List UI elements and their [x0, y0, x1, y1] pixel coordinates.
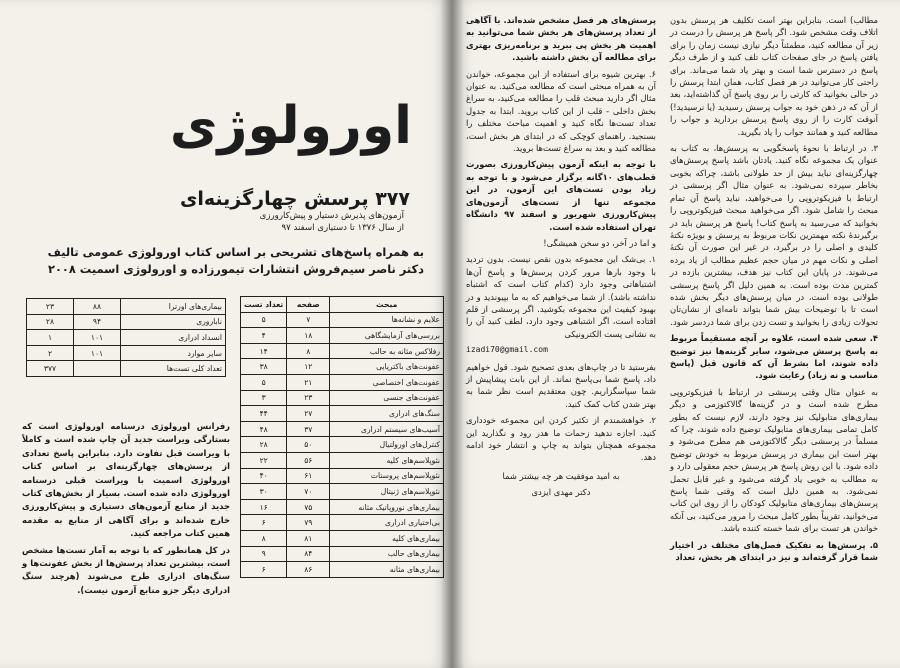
table-row: [241, 312, 444, 328]
number-cell: ۳۷: [287, 421, 330, 437]
topic-cell: بررسی‌های آزمایشگاهی: [330, 328, 444, 344]
number-cell: ۴۸: [241, 421, 287, 437]
number-cell: ۸: [241, 530, 287, 546]
table-row: [27, 314, 226, 330]
table-row: [241, 406, 444, 422]
table-row: [241, 499, 444, 515]
intro-line: دکتر ناصر سیم‌فروش انتشارات تیمورزاده و اورولوژی اسمیت ۲۰۰۸: [48, 262, 424, 276]
number-cell: ۲۸: [241, 437, 287, 453]
number-cell: ۱۰۱: [74, 345, 121, 361]
number-cell: ۱۰۱: [74, 330, 121, 346]
topic-cell: بیماری‌های اورترا: [121, 299, 226, 315]
number-cell: ۲۷: [287, 406, 330, 422]
table-row: [241, 515, 444, 531]
right-page-left-column: [466, 14, 656, 503]
number-cell: ۱۲: [287, 359, 330, 375]
number-cell: ۶: [241, 515, 287, 531]
number-cell: ۳۸: [241, 359, 287, 375]
number-cell: ۷۵: [287, 499, 330, 515]
topic-cell: آسیب‌های سیستم ادراری: [330, 421, 444, 437]
table-row: [241, 562, 444, 578]
topic-cell: بیماری‌های حالب: [330, 546, 444, 562]
topic-cell: کنترل‌های اورولتیال: [330, 437, 444, 453]
right-page-right-column: [670, 14, 878, 567]
number-cell: ۹۴: [74, 314, 121, 330]
number-cell: ۲: [27, 345, 74, 361]
number-cell: ۶: [241, 562, 287, 578]
table-row: [27, 361, 226, 377]
table-row: [241, 421, 444, 437]
topic-cell: بیماری‌های کلیه: [330, 530, 444, 546]
table-row: [241, 452, 444, 468]
table-header-row: [241, 297, 444, 313]
topic-cell: بیماری‌های مثانه: [330, 562, 444, 578]
subline: آزمون‌های پذیرش دستیار و پیش‌کارورزی: [259, 211, 404, 221]
number-cell: ۷۹: [287, 515, 330, 531]
number-cell: ۲۳: [287, 390, 330, 406]
paragraph: ۵. پرسش‌ها به تفکیک فصل‌های مختلف در اختیار شما قرار گرفته‌اند و نیز در ابتدای هر بخش، تعداد: [670, 539, 878, 563]
number-cell: ۵: [241, 374, 287, 390]
number-cell: ۲۳: [27, 299, 74, 315]
book-title: اورولوژی: [169, 96, 412, 156]
paragraph: با توجه به اینکه آزمون پیش‌کارورزی بصورت قطب‌های ۱۰گانه برگزار می‌شود و با توجه به زیاد بودن تست‌های این آزمون، در این مجموعه تنها از تست‌های آزمون‌های پیش‌کارورزی شهریور و اسفند ۹۷ دانشگاه تهران استفاده شده است.: [466, 159, 656, 232]
paragraph: ۴. سعی شده است، علاوه بر آنچه مستقیماً مربوط به پاسخ پرسش می‌شود، سایر گزینه‌ها نیز توضیح داده شوند، اما بشرط آن که قانون قبل (پاسخ مناسب و نه زیاد) رعایت شود.: [670, 333, 878, 381]
paragraph: رفرانس اورولوژی درسنامه اورولوژی است که بستارگی ویراست جدید آن چاپ شده است و کاملاً با ویراست قبل تفاوت دارد. بنابراین پاسخ تعدادی از پرسش‌های چهارگزینه‌ای بر اساس کتاب اورولوژی اسمیت با ویراست قبلی درسنامه اورولوژی داده شده است. بسیار از بخش‌های کتاب جدید از منابع آزمون‌های دستیاری و پیش‌کارورزی خارج شده‌اند و برای آگاهی از منابع به مقدمه همین کتاب مراجعه کنید.: [22, 421, 230, 539]
left-body-text: [22, 420, 230, 600]
paragraph: در کل همانطور که با توجه به آمار تست‌ها مشخص است، بیشترین تعداد پرسش‌ها از بخش عفونت‌ها و سنگ‌های ادراری طرح می‌شوند (هرچند سنگ ادراری دیگر جزو منابع آزمون نیست).: [22, 544, 230, 595]
number-cell: ۳۷۷: [27, 361, 74, 377]
paragraph: دکتر مهدی ایزدی: [531, 487, 591, 498]
number-cell: ۵: [241, 312, 287, 328]
topic-cell: بیماری‌های نوروپاتیک مثانه: [330, 499, 444, 515]
table-row: [241, 530, 444, 546]
paragraph: پرسش‌های هر فصل مشخص شده‌اند. با آگاهی از تعداد پرسش‌های هر بخش شما می‌توانید به اهمیت هر بخش پی ببرید و برنامه‌ریزی بهتری برای مطالعه آن بخش داشته باشید.: [466, 15, 656, 63]
number-cell: ۵۶: [287, 452, 330, 468]
intro-block: [26, 244, 424, 278]
number-cell: ۸۶: [287, 562, 330, 578]
paragraph: مطالب) است. بنابراین بهتر است تکلیف هر پرسش بدون اتلاف وقت مشخص شود. اگر پاسخ هر پرسش را درست در زیر آن مطالعه کنید، مطمئناً دیگر نیازی نیست زمان را برای یافتن پاسخ در جای صفحات کتاب تلف کنید و از طرف دیگر پاسخ در دسترس شما است و بهتر یاد شما می‌ماند. برای راحتی کار می‌توانید در هر فصل کتاب، همان ابتدا پرسش را در حالی بخوانید که کارتی را بر روی پاسخ آن گذاشته‌اید، بعد از آن که در ذهن خود به جواب پرسش رسیدید (یا نرسیدید!) آنوقت کارت را از روی پاسخ پرسش بردارید و جواب را مطالعه کنید و همانند جواب را یاد بگیرید.: [670, 15, 878, 137]
table-row: [27, 299, 226, 315]
table-row: [241, 359, 444, 375]
table-row: [241, 328, 444, 344]
topic-cell: بی‌اختیاری ادراری: [330, 515, 444, 531]
topic-cell: علایم و نشانه‌ها: [330, 312, 444, 328]
number-cell: ۸۴: [287, 546, 330, 562]
book-gutter: [440, 0, 464, 668]
number-cell: ۴: [241, 328, 287, 344]
column-header: مبحث: [330, 297, 444, 313]
paragraph: ۱. بی‌شک این مجموعه بدون نقص نیست. بدون تردید با وجود بارها مرور کردن پرسش‌ها و پاسخ آن‌ها اشتباهاتی وجود دارد (کدام کتاب است که اشتباه نداشته باشد). از شما می‌خواهیم که به ما بپیوندید و در بهبود کیفیت این مجموعه بکوشید. اگر پرسشی از قلم افتاده است، اگر اشتباهی وجود دارد، لطف کنید آن را به نشانی پست الکترونیکی: [466, 254, 656, 339]
heading-subtext: [260, 210, 404, 234]
topic-cell: رفلاکس مثانه به حالب: [330, 343, 444, 359]
number-cell: ۱: [27, 330, 74, 346]
topic-cell: انسداد ادراری: [121, 330, 226, 346]
topics-table: [240, 296, 444, 578]
column-header: تعداد تست: [241, 297, 287, 313]
stats-table: [26, 298, 226, 377]
table-row: [241, 484, 444, 500]
table-row: [27, 345, 226, 361]
number-cell: [74, 361, 121, 377]
paragraph: به عنوان مثال وقتی پرسشی در ارتباط با فیزیکوتروپی مطرح شده است و در گزینه‌ها گالاکتوزمی و دیگر بیماری‌های متابولیک نیز وجود دارند، لازم نیست که بطور کامل تمامی بیماری‌های متابولیک توضیح داده شوند، چرا که مسلماً در پرسشی دیگر گالاکتوزمی هم مطرح می‌شود و بهتر است این بیماری در پرسش مربوط به خودش توضیح داده شود. با این روش پاسخ هر پرسش حجم معقولی دارد و به مطالب به خوبی یاد گرفته می‌شود و غیر قابل تحمل نمی‌شود. به همین دلیل است که وقتی شما پاسخ پرسش‌های بیماری‌های متابولیک کودکان را از روی این کتاب می‌خوانید، تقریباً بطور کامل مبحث را مرور می‌کنید، بی آنکه خواندن هر تست برای شما خسته کننده باشد.: [670, 386, 878, 534]
number-cell: ۸۱: [287, 530, 330, 546]
paragraph: ۲. خواهشمندم از تکثیر کردن این مجموعه خودداری کنید. اجازه ندهید زحمات ما هدر رود و نگذارید این مجموعه همچنان بتواند به چاپ و انتشار خود ادامه دهد.: [466, 415, 656, 463]
number-cell: ۵۰: [287, 437, 330, 453]
number-cell: ۸: [287, 343, 330, 359]
topic-cell: نئوپلاسم‌های پروستات: [330, 468, 444, 484]
number-cell: ۲۱: [287, 374, 330, 390]
table-row: [241, 390, 444, 406]
section-heading: ۳۷۷ پرسش چهارگزینه‌ای: [179, 188, 410, 210]
number-cell: ۴۴: [241, 406, 287, 422]
number-cell: ۲۸: [27, 314, 74, 330]
paragraph: به امید موفقیت هر چه بیشتر شما: [502, 470, 620, 481]
topic-cell: عفونت‌های جنسی: [330, 390, 444, 406]
topic-cell: سایر موارد: [121, 345, 226, 361]
topic-cell: نئوپلاسم‌های کلیه: [330, 452, 444, 468]
number-cell: ۴۰: [241, 468, 287, 484]
table-row: [241, 468, 444, 484]
number-cell: ۳: [241, 390, 287, 406]
table-row: [27, 330, 226, 346]
topic-cell: عفونت‌های باکتریایی: [330, 359, 444, 375]
paragraph: ۶. بهترین شیوه برای استفاده از این مجموعه، خواندن آن به همراه مبحثی است که مطالعه می‌کنید. به عنوان مثال اگر دارید مبحث قلب را مطالعه می‌کنید، به سراغ بخش داخلی - قلب از این کتاب بروید. ابتدا به جدول تعداد تست‌ها نگاه کنید و اهمیت مباحث مختلف را بسنجید. راهنمای کوچکی که در ابتدای هر بخش است، مطالعه کنید و بعد به سراغ تست‌ها بروید.: [466, 68, 656, 154]
table-row: [241, 546, 444, 562]
number-cell: ۳۰: [241, 484, 287, 500]
table-row: [241, 343, 444, 359]
subline: از سال ۱۳۷۶ تا دستیاری اسفند ۹۷: [281, 223, 404, 233]
subtitle-box: [50, 188, 410, 234]
right-page: [452, 0, 900, 668]
number-cell: ۶۱: [287, 468, 330, 484]
intro-line: به همراه پاسخ‌های تشریحی بر اساس کتاب اورولوژی عمومی تالیف: [47, 245, 424, 259]
paragraph: ۳. در ارتباط با نحوهٔ پاسخگویی به پرسش‌ها، به کتاب به عنوان یک مجموعه نگاه کنید. یادتان باشد پاسخ پرسش‌های چهارگزینه‌ای نباید بیش از حد طولانی باشد، چراکه بخوبی بخاطر سپرده نمی‌شود. به عنوان مثال اگر پرسشی در ارتباط با فیزیکوتروپی را می‌خواهید، نباید پاسخ آن تمام مبحث را شامل شود. اگر می‌خواهید مبحث فیزیکوتروپی را بخوانید که می‌رسید به پاسخ کتاب! پاسخ هر پرسش باید در برگیرندهٔ نکته مهمترین نکات مربوط به پرسش و بویژه نکتهٔ کلیدی و اصلی را در برگیرد، در غیر این صورت آن نکتهٔ اصلی و نکات مهم در میان حجم عظیم مطالب از یاد برده می‌شوند. در پایان این کتاب نیز هدف، بیشترین بازده در کمترین مدت بوده است. به همین دلیل اگر پاسخ پرسشی طولانی بوده است، در میان پرسش‌های دیگر بخش شده است تا با توضیحات بیش شما بتواند نامه‌ای از نشان‌تان تحولات زیادی را بخوانید و تست زدن برای شما دردسر شود.: [670, 143, 878, 327]
topic-cell: تعداد کلی تست‌ها: [121, 361, 226, 377]
number-cell: ۸۸: [74, 299, 121, 315]
topic-cell: ناباروری: [121, 314, 226, 330]
table-row: [241, 374, 444, 390]
topic-cell: عفونت‌های اختصاصی: [330, 374, 444, 390]
number-cell: ۱۴: [241, 343, 287, 359]
number-cell: ۷۰: [287, 484, 330, 500]
column-header: صفحه: [287, 297, 330, 313]
table-row: [241, 437, 444, 453]
number-cell: ۱۶: [241, 499, 287, 515]
number-cell: ۹: [241, 546, 287, 562]
number-cell: ۷: [287, 312, 330, 328]
email-address[interactable]: izadi70@gmail.com: [466, 345, 548, 355]
paragraph: و اما در آخر، دو سخن همیشگی!: [543, 237, 656, 248]
topic-cell: سنگ‌های ادراری: [330, 406, 444, 422]
topic-cell: نئوپلاسم‌های ژنیتال: [330, 484, 444, 500]
number-cell: ۱۸: [287, 328, 330, 344]
paragraph: بفرستید تا در چاپ‌های بعدی تصحیح شود. قول خواهیم داد، پاسخ شما بی‌پاسخ نماند. از این بابت پیشاپیش از شما سپاسگزاریم. چون معتقدیم است نظر شما به بهتر شدن کتاب کمک کنید.: [466, 361, 656, 409]
number-cell: ۲۲: [241, 452, 287, 468]
